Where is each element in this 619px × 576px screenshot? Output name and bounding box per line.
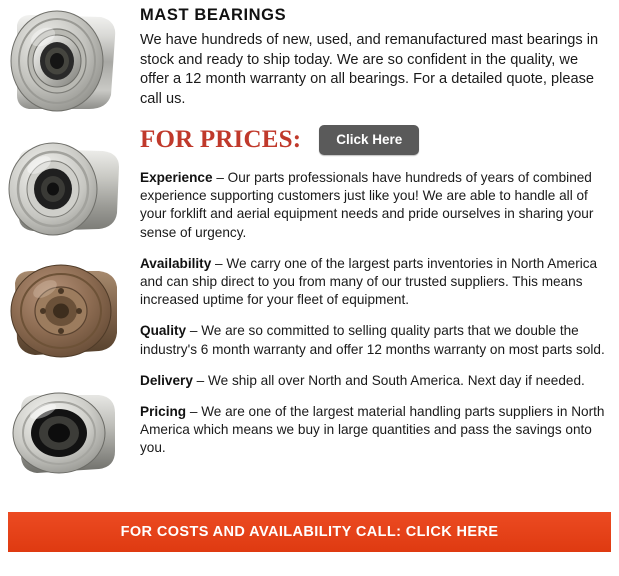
feature-availability — [140, 255, 610, 310]
click-here-button[interactable]: Click Here — [319, 125, 419, 155]
grooved-mast-roller-bearing-icon — [3, 3, 135, 117]
page-title: MAST BEARINGS — [140, 6, 287, 24]
footer-call-to-action[interactable]: FOR COSTS AND AVAILABILITY CALL: CLICK HERE — [8, 512, 611, 552]
feature-delivery — [140, 372, 610, 390]
content-column — [140, 0, 610, 471]
feature-term-delivery: Delivery — [140, 372, 193, 388]
feature-term-quality: Quality — [140, 323, 187, 339]
bearing-image-column — [0, 0, 138, 506]
feature-text-delivery: – We ship all over North and South America. Next day if needed. — [192, 372, 585, 388]
feature-pricing — [140, 403, 610, 458]
feature-text-experience: – Our parts professionals have hundreds of years of combined experience supporting customers just like you! We are able to handle all of your forklift and aerial equipment needs and pride ourselves in sharing your sense of urgency. — [140, 170, 594, 240]
feature-text-quality: – We are so committed to selling quality parts that we double the industry's 6 month warranty and offer 12 months warranty on most parts sold. — [140, 323, 605, 357]
intro-paragraph: We have hundreds of new, used, and remanufactured mast bearings in stock and ready to ship today. We are so confident in the quality, we offer a 12 month warranty on all bearings. For a detailed quote, please call us. — [140, 32, 599, 107]
feature-experience — [140, 169, 610, 242]
feature-text-availability: – We carry one of the largest parts inventories in North America and can ship direct to you from many of our trusted suppliers. This means increased uptime for your fleet of equipment. — [140, 255, 598, 308]
flanged-mast-bearing-icon — [3, 135, 135, 245]
bearing-image-3 — [0, 378, 138, 490]
cylindrical-mast-bearing-icon — [3, 379, 135, 489]
feature-text-pricing: – We are one of the largest material handling parts suppliers in North America which means we buy in large quantities and pass the savings onto you. — [140, 404, 605, 456]
prices-row — [140, 125, 610, 155]
feature-quality — [140, 322, 610, 358]
feature-term-pricing: Pricing — [140, 404, 187, 420]
bearing-image-0 — [0, 2, 138, 118]
bearing-image-1 — [0, 134, 138, 246]
for-prices-label: FOR PRICES: — [140, 126, 302, 153]
bearing-image-2 — [0, 256, 138, 368]
feature-term-availability: Availability — [140, 255, 212, 271]
feature-term-experience: Experience — [140, 170, 213, 185]
rusted-mast-roller-bearing-icon — [3, 257, 135, 367]
